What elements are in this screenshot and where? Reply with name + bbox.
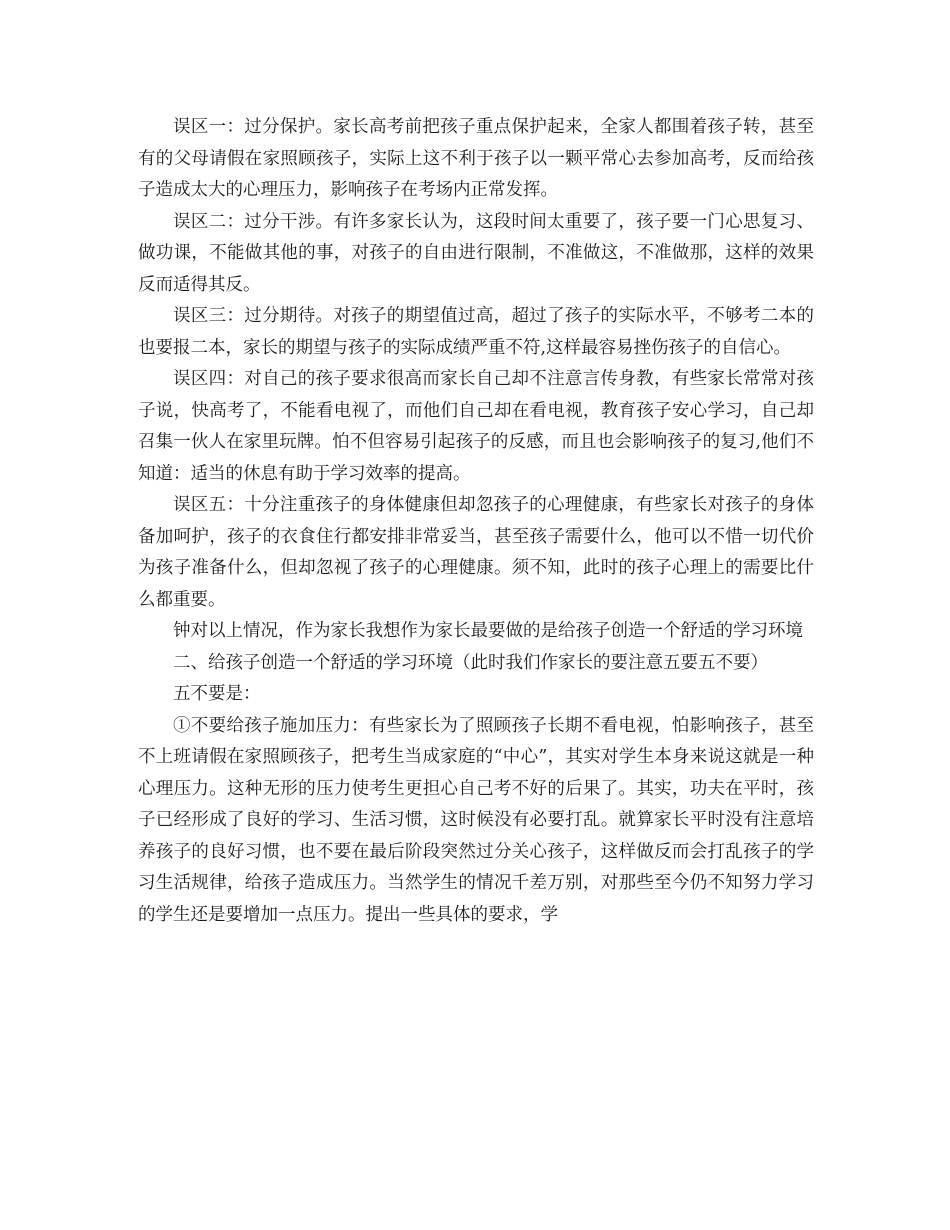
paragraph-mistake-five: 误区五：十分注重孩子的身体健康但却忽孩子的心理健康，有些家长对孩子的身体备加呵护，孩子的衣食住行都安排非常妥当，甚至孩子需要什么，他可以不惜一切代价为孩子准备什么，但却忽视了孩子的心理健康。须不知，此时的孩子心理上的需要比什么都重要。 bbox=[138, 495, 814, 610]
section-heading-two: 二、给孩子创造一个舒适的学习环境（此时我们作家长的要注意五要五不要） bbox=[173, 652, 768, 673]
list-heading-five-donts: 五不要是： bbox=[173, 684, 261, 704]
paragraph-mistake-four: 误区四：对自己的孩子要求很高而家长自己却不注意言传身教，有些家长常常对孩子说，快高考了，不能看电视了，而他们自己却在看电视，教育孩子安心学习，自己却召集一伙人在家里玩牌。怕不但容易引起孩子的反感，而且也会影响孩子的复习,他们不知道：适当的休息有助于学习效率的提高。 bbox=[138, 369, 814, 484]
paragraph-summary: 钟对以上情况，作为家长我想作为家长最要做的是给孩子创造一个舒适的学习环境 bbox=[173, 621, 803, 641]
paragraph-dont-one: ①不要给孩子施加压力：有些家长为了照顾孩子长期不看电视，怕影响孩子，甚至不上班请假在家照顾孩子，把考生当成家庭的“中心”，其实对学生本身来说这就是一种心理压力。这种无形的压力使考生更担心自己考不好的后果了。其实，功夫在平时，孩子已经形成了良好的学习、生活习惯，这时候没有必要打乱。就算家长平时没有注意培养孩子的良好习惯，也不要在最后阶段突然过分关心孩子，这样做反而会打乱孩子的学习生活规律，给孩子造成压力。当然学生的情况千差万别，对那些至今仍不知努力学习的学生还是要增加一点压力。提出一些具体的要求，学 bbox=[138, 715, 814, 925]
document-page bbox=[138, 112, 814, 931]
paragraph-mistake-one: 误区一：过分保护。家长高考前把孩子重点保护起来，全家人都围着孩子转，甚至有的父母请假在家照顾孩子，实际上这不利于孩子以一颗平常心去参加高考，反而给孩子造成太大的心理压力，影响孩子在考场内正常发挥。 bbox=[138, 117, 814, 200]
paragraph-mistake-two: 误区二：过分干涉。有许多家长认为，这段时间太重要了，孩子要一门心思复习、做功课，不能做其他的事，对孩子的自由进行限制，不准做这，不准做那，这样的效果反而适得其反。 bbox=[138, 211, 814, 295]
paragraph-mistake-three: 误区三：过分期待。对孩子的期望值过高，超过了孩子的实际水平，不够考二本的也要报二本，家长的期望与孩子的实际成绩严重不符,这样最容易挫伤孩子的自信心。 bbox=[138, 306, 814, 358]
